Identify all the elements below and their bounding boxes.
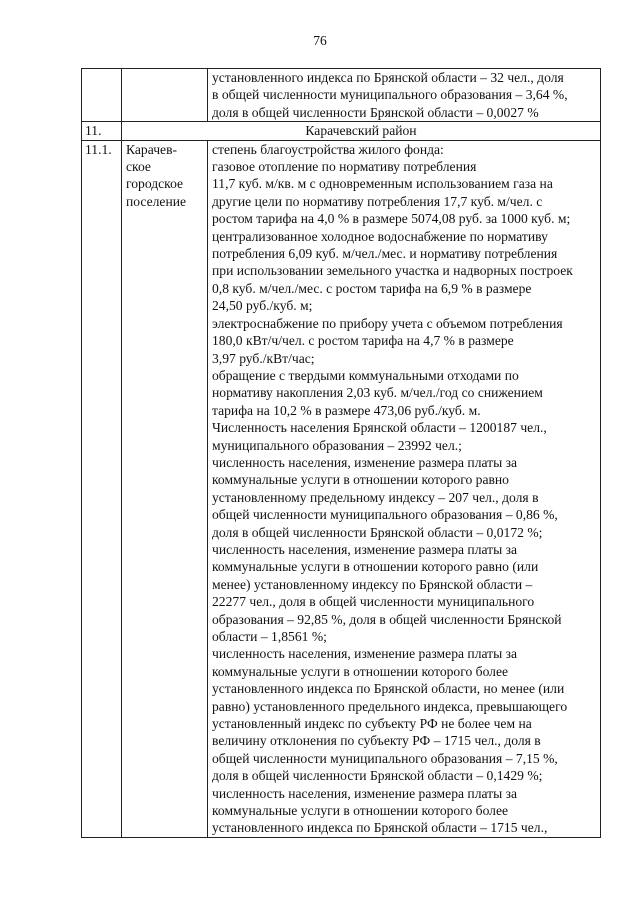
text-line: ростом тарифа на 4,0 % в размере 5074,08 руб. за 1000 куб. м; <box>212 211 571 227</box>
section-title: Карачевский район <box>122 122 601 140</box>
text-line: коммунальные услуги в отношении которого равно (или <box>212 559 539 575</box>
text-line: установленного индекса по Брянской области, но менее (или <box>212 681 565 697</box>
text-line: установленный индекс по субъекту РФ не более чем на <box>212 716 532 732</box>
text-line: доля в общей численности Брянской области – 0,0027 % <box>212 104 539 120</box>
text-line: поселение <box>126 193 187 209</box>
text-line: установленного индекса по Брянской области – 1715 чел., <box>212 820 548 836</box>
text-line: величину отклонения по субъекту РФ – 1715 чел., доля в <box>212 733 541 749</box>
text-lines <box>212 69 596 121</box>
text-line: централизованное холодное водоснабжение по нормативу <box>212 228 548 244</box>
text-line: образования – 92,85 %, доля в общей численности Брянской <box>212 611 562 627</box>
table-row-section <box>82 122 601 140</box>
text-line: потребления 6,09 куб. м/чел./мес. и нормативу потребления <box>212 246 558 262</box>
text-line: доля в общей численности Брянской области – 0,0172 %; <box>212 524 543 540</box>
text-line: коммунальные услуги в отношении которого более <box>212 663 509 679</box>
row-text-cell <box>208 69 601 122</box>
row-number-cell <box>82 69 122 122</box>
text-line: электроснабжение по прибору учета с объемом потребления <box>212 315 563 331</box>
text-line: 24,50 руб./куб. м; <box>212 298 313 314</box>
text-line: установленного индекса по Брянской области – 32 чел., доля <box>212 70 564 85</box>
text-line: численность населения, изменение размера платы за <box>212 646 518 662</box>
text-line: обращение с твердыми коммунальными отходами по <box>212 367 519 383</box>
row-text-cell <box>208 140 601 837</box>
page-number: 76 <box>313 33 327 48</box>
settlement-name <box>126 141 203 211</box>
text-line: Карачев- <box>126 141 178 157</box>
text-line: общей численности муниципального образования – 0,86 %, <box>212 507 558 523</box>
document-table <box>81 68 601 838</box>
text-line: степень благоустройства жилого фонда: <box>212 141 444 157</box>
text-line: при использовании земельного участка и надворных построек <box>212 263 573 279</box>
text-line: 22277 чел., доля в общей численности муниципального <box>212 594 535 610</box>
section-number: 11. <box>82 122 122 140</box>
text-line: численность населения, изменение размера платы за <box>212 785 518 801</box>
text-line: другие цели по нормативу потребления 17,7 куб. м/чел. с <box>212 193 543 209</box>
text-line: 11,7 куб. м/кв. м с одновременным использованием газа на <box>212 176 553 192</box>
text-line: в общей численности муниципального образования – 3,64 %, <box>212 87 568 103</box>
text-lines <box>212 141 596 837</box>
text-line: установленному предельному индексу – 207 чел., доля в <box>212 489 539 505</box>
text-line: Численность населения Брянской области – 1200187 чел., <box>212 420 547 436</box>
text-line: 180,0 кВт/ч/чел. с ростом тарифа на 4,7 % в размере <box>212 333 514 349</box>
row-number-cell: 11.1. <box>82 140 122 837</box>
table-row-continuation <box>82 69 601 122</box>
text-line: 0,8 куб. м/чел./мес. с ростом тарифа на 6,9 % в размере <box>212 280 532 296</box>
text-line: тарифа на 10,2 % в размере 473,06 руб./куб. м. <box>212 402 481 418</box>
text-line: ское <box>126 159 151 175</box>
text-line: коммунальные услуги в отношении которого равно <box>212 472 509 488</box>
text-line: численность населения, изменение размера платы за <box>212 541 518 557</box>
text-line: 3,97 руб./кВт/час; <box>212 350 315 366</box>
text-line: муниципального образования – 23992 чел.; <box>212 437 462 453</box>
text-line: коммунальные услуги в отношении которого более <box>212 803 509 819</box>
text-line: области – 1,8561 %; <box>212 629 327 644</box>
text-line: менее) установленному индексу по Брянской области – <box>212 576 533 592</box>
text-line: доля в общей численности Брянской области – 0,1429 %; <box>212 768 543 784</box>
text-line: равно) установленного предельного индекса, превышающего <box>212 698 568 714</box>
row-name-cell <box>122 69 208 122</box>
text-line: нормативу накопления 2,03 куб. м/чел./год со снижением <box>212 385 543 401</box>
text-line: численность населения, изменение размера платы за <box>212 454 518 470</box>
text-line: общей численности муниципального образования – 7,15 %, <box>212 750 558 766</box>
settlement-name-cell <box>122 140 208 837</box>
text-line: городское <box>126 176 184 192</box>
text-line: газовое отопление по нормативу потребления <box>212 159 477 175</box>
table-row-settlement <box>82 140 601 837</box>
